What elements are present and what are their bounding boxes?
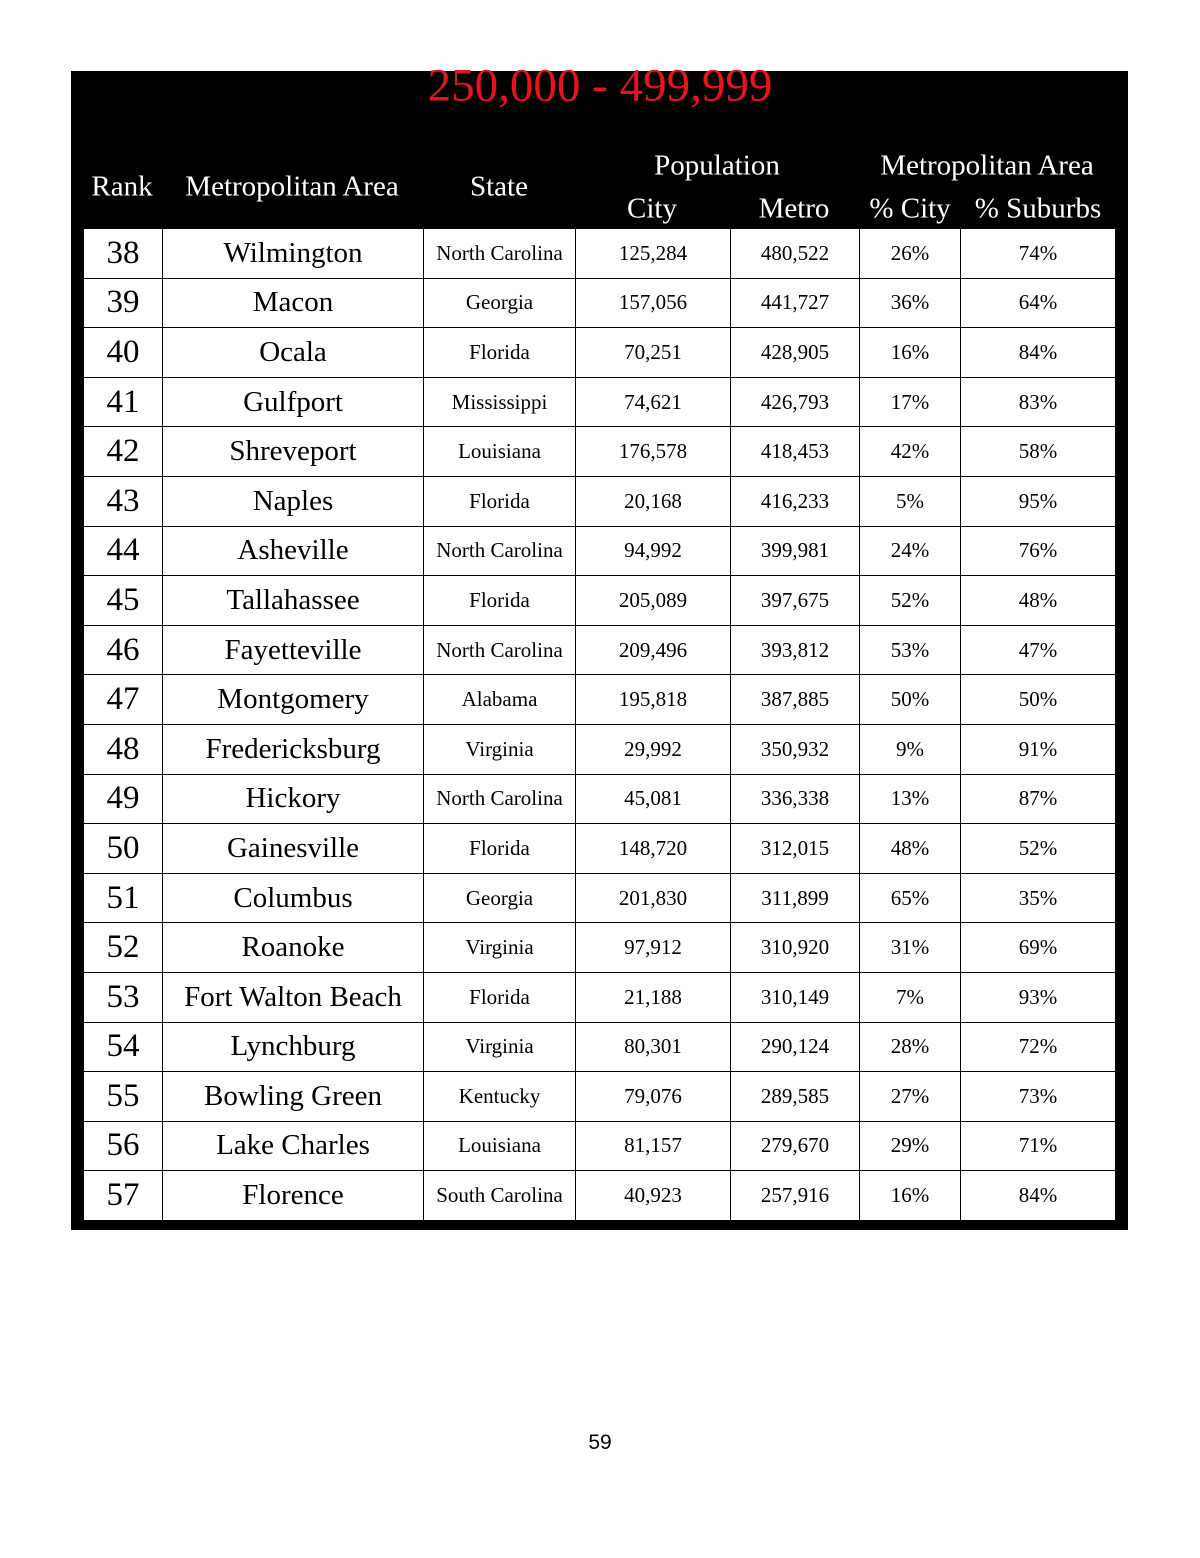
city-population-cell: 20,168 (576, 476, 731, 526)
pct-suburbs-cell: 35% (961, 873, 1116, 923)
header-metropolitan-area: Metropolitan Area (880, 149, 1094, 182)
rank-cell: 57 (84, 1171, 163, 1221)
pct-suburbs-cell: 95% (961, 476, 1116, 526)
metro-area-cell: Lake Charles (163, 1121, 424, 1171)
pct-city-cell: 26% (860, 229, 961, 279)
metro-area-cell: Wilmington (163, 229, 424, 279)
metro-area-cell: Lynchburg (163, 1022, 424, 1072)
rank-cell: 44 (84, 526, 163, 576)
city-population-cell: 74,621 (576, 377, 731, 427)
metro-area-cell: Gulfport (163, 377, 424, 427)
metro-population-cell: 311,899 (731, 873, 860, 923)
city-population-cell: 45,081 (576, 774, 731, 824)
pct-city-cell: 24% (860, 526, 961, 576)
city-population-cell: 176,578 (576, 427, 731, 477)
table-row (84, 1022, 1116, 1072)
metro-area-cell: Macon (163, 278, 424, 328)
metro-population-cell: 397,675 (731, 576, 860, 626)
pct-city-cell: 27% (860, 1072, 961, 1122)
metro-population-cell: 350,932 (731, 724, 860, 774)
header-pct-suburbs: % Suburbs (974, 192, 1102, 225)
city-population-cell: 70,251 (576, 328, 731, 378)
pct-suburbs-cell: 74% (961, 229, 1116, 279)
pct-city-cell: 28% (860, 1022, 961, 1072)
pct-suburbs-cell: 84% (961, 328, 1116, 378)
table-row (84, 427, 1116, 477)
metro-population-cell: 312,015 (731, 824, 860, 874)
pct-suburbs-cell: 73% (961, 1072, 1116, 1122)
header-state: State (470, 170, 528, 203)
city-population-cell: 195,818 (576, 675, 731, 725)
rank-cell: 52 (84, 923, 163, 973)
metro-area-cell: Columbus (163, 873, 424, 923)
pct-city-cell: 5% (860, 476, 961, 526)
metro-population-cell: 393,812 (731, 625, 860, 675)
rank-cell: 40 (84, 328, 163, 378)
metro-population-cell: 257,916 (731, 1171, 860, 1221)
pct-city-cell: 17% (860, 377, 961, 427)
table-row (84, 724, 1116, 774)
state-cell: Florida (424, 576, 576, 626)
header-rank: Rank (91, 170, 153, 203)
pct-suburbs-cell: 91% (961, 724, 1116, 774)
state-cell: Virginia (424, 923, 576, 973)
metro-population-cell: 310,149 (731, 972, 860, 1022)
rank-cell: 39 (84, 278, 163, 328)
metro-population-cell: 336,338 (731, 774, 860, 824)
pct-suburbs-cell: 83% (961, 377, 1116, 427)
metro-population-cell: 480,522 (731, 229, 860, 279)
pct-suburbs-cell: 87% (961, 774, 1116, 824)
pct-city-cell: 36% (860, 278, 961, 328)
pct-suburbs-cell: 50% (961, 675, 1116, 725)
pct-city-cell: 50% (860, 675, 961, 725)
city-population-cell: 79,076 (576, 1072, 731, 1122)
pct-city-cell: 16% (860, 328, 961, 378)
rank-cell: 46 (84, 625, 163, 675)
table-row (84, 923, 1116, 973)
pct-suburbs-cell: 71% (961, 1121, 1116, 1171)
table-row (84, 476, 1116, 526)
state-cell: Virginia (424, 724, 576, 774)
state-cell: Louisiana (424, 1121, 576, 1171)
pct-city-cell: 7% (860, 972, 961, 1022)
pct-city-cell: 48% (860, 824, 961, 874)
pct-suburbs-cell: 58% (961, 427, 1116, 477)
pct-city-cell: 29% (860, 1121, 961, 1171)
rank-cell: 48 (84, 724, 163, 774)
table-row (84, 1171, 1116, 1221)
pct-suburbs-cell: 76% (961, 526, 1116, 576)
state-cell: North Carolina (424, 229, 576, 279)
metro-area-cell: Florence (163, 1171, 424, 1221)
city-population-cell: 81,157 (576, 1121, 731, 1171)
metro-area-cell: Asheville (163, 526, 424, 576)
header-metro-area: Metropolitan Area (185, 170, 399, 203)
pct-city-cell: 13% (860, 774, 961, 824)
metro-area-cell: Hickory (163, 774, 424, 824)
city-population-cell: 80,301 (576, 1022, 731, 1072)
metro-area-cell: Fort Walton Beach (163, 972, 424, 1022)
rank-cell: 53 (84, 972, 163, 1022)
table-body (84, 229, 1116, 1221)
table-row (84, 229, 1116, 279)
pct-suburbs-cell: 64% (961, 278, 1116, 328)
pct-suburbs-cell: 52% (961, 824, 1116, 874)
city-population-cell: 157,056 (576, 278, 731, 328)
state-cell: South Carolina (424, 1171, 576, 1221)
pct-suburbs-cell: 69% (961, 923, 1116, 973)
table-row (84, 576, 1116, 626)
pct-city-cell: 31% (860, 923, 961, 973)
city-population-cell: 40,923 (576, 1171, 731, 1221)
rank-cell: 38 (84, 229, 163, 279)
state-cell: Kentucky (424, 1072, 576, 1122)
table-title: 250,000 - 499,999 (427, 59, 773, 112)
rank-cell: 49 (84, 774, 163, 824)
metro-population-cell: 428,905 (731, 328, 860, 378)
table-row (84, 625, 1116, 675)
rank-cell: 45 (84, 576, 163, 626)
metro-area-cell: Shreveport (163, 427, 424, 477)
pct-city-cell: 16% (860, 1171, 961, 1221)
city-population-cell: 97,912 (576, 923, 731, 973)
state-cell: Virginia (424, 1022, 576, 1072)
city-population-cell: 148,720 (576, 824, 731, 874)
state-cell: Georgia (424, 278, 576, 328)
state-cell: Alabama (424, 675, 576, 725)
ranking-table (83, 228, 1116, 1221)
city-population-cell: 29,992 (576, 724, 731, 774)
pct-suburbs-cell: 48% (961, 576, 1116, 626)
metro-area-cell: Fredericksburg (163, 724, 424, 774)
rank-cell: 56 (84, 1121, 163, 1171)
state-cell: Florida (424, 476, 576, 526)
table-row (84, 526, 1116, 576)
rank-cell: 41 (84, 377, 163, 427)
pct-suburbs-cell: 93% (961, 972, 1116, 1022)
table-row (84, 278, 1116, 328)
city-population-cell: 21,188 (576, 972, 731, 1022)
header-city: City (627, 192, 677, 225)
city-population-cell: 201,830 (576, 873, 731, 923)
state-cell: North Carolina (424, 625, 576, 675)
metro-area-cell: Bowling Green (163, 1072, 424, 1122)
pct-city-cell: 53% (860, 625, 961, 675)
state-cell: Georgia (424, 873, 576, 923)
metro-area-cell: Tallahassee (163, 576, 424, 626)
city-population-cell: 205,089 (576, 576, 731, 626)
table-row (84, 377, 1116, 427)
metro-population-cell: 418,453 (731, 427, 860, 477)
metro-population-cell: 310,920 (731, 923, 860, 973)
table-row (84, 972, 1116, 1022)
rank-cell: 43 (84, 476, 163, 526)
header-population: Population (654, 149, 780, 182)
state-cell: Florida (424, 328, 576, 378)
rank-cell: 42 (84, 427, 163, 477)
metro-population-cell: 387,885 (731, 675, 860, 725)
rank-cell: 55 (84, 1072, 163, 1122)
rank-cell: 54 (84, 1022, 163, 1072)
table-row (84, 824, 1116, 874)
pct-city-cell: 65% (860, 873, 961, 923)
city-population-cell: 209,496 (576, 625, 731, 675)
header-metro: Metro (758, 192, 830, 225)
table-row (84, 1072, 1116, 1122)
state-cell: Louisiana (424, 427, 576, 477)
metro-population-cell: 279,670 (731, 1121, 860, 1171)
state-cell: North Carolina (424, 526, 576, 576)
metro-area-cell: Montgomery (163, 675, 424, 725)
metro-population-cell: 441,727 (731, 278, 860, 328)
table-row (84, 328, 1116, 378)
metro-population-cell: 416,233 (731, 476, 860, 526)
metro-area-cell: Ocala (163, 328, 424, 378)
pct-city-cell: 52% (860, 576, 961, 626)
rank-cell: 51 (84, 873, 163, 923)
table-row (84, 873, 1116, 923)
table-row (84, 1121, 1116, 1171)
metro-population-cell: 290,124 (731, 1022, 860, 1072)
header-pct-city: % City (869, 192, 951, 225)
metro-population-cell: 289,585 (731, 1072, 860, 1122)
page-number: 59 (588, 1431, 612, 1454)
state-cell: Mississippi (424, 377, 576, 427)
table-row (84, 774, 1116, 824)
city-population-cell: 125,284 (576, 229, 731, 279)
rank-cell: 50 (84, 824, 163, 874)
state-cell: Florida (424, 972, 576, 1022)
metro-area-cell: Naples (163, 476, 424, 526)
metro-area-cell: Roanoke (163, 923, 424, 973)
metro-population-cell: 426,793 (731, 377, 860, 427)
metro-area-cell: Fayetteville (163, 625, 424, 675)
state-cell: Florida (424, 824, 576, 874)
metro-population-cell: 399,981 (731, 526, 860, 576)
pct-city-cell: 9% (860, 724, 961, 774)
pct-suburbs-cell: 47% (961, 625, 1116, 675)
pct-suburbs-cell: 84% (961, 1171, 1116, 1221)
table-row (84, 675, 1116, 725)
pct-suburbs-cell: 72% (961, 1022, 1116, 1072)
state-cell: North Carolina (424, 774, 576, 824)
pct-city-cell: 42% (860, 427, 961, 477)
city-population-cell: 94,992 (576, 526, 731, 576)
rank-cell: 47 (84, 675, 163, 725)
metro-area-cell: Gainesville (163, 824, 424, 874)
